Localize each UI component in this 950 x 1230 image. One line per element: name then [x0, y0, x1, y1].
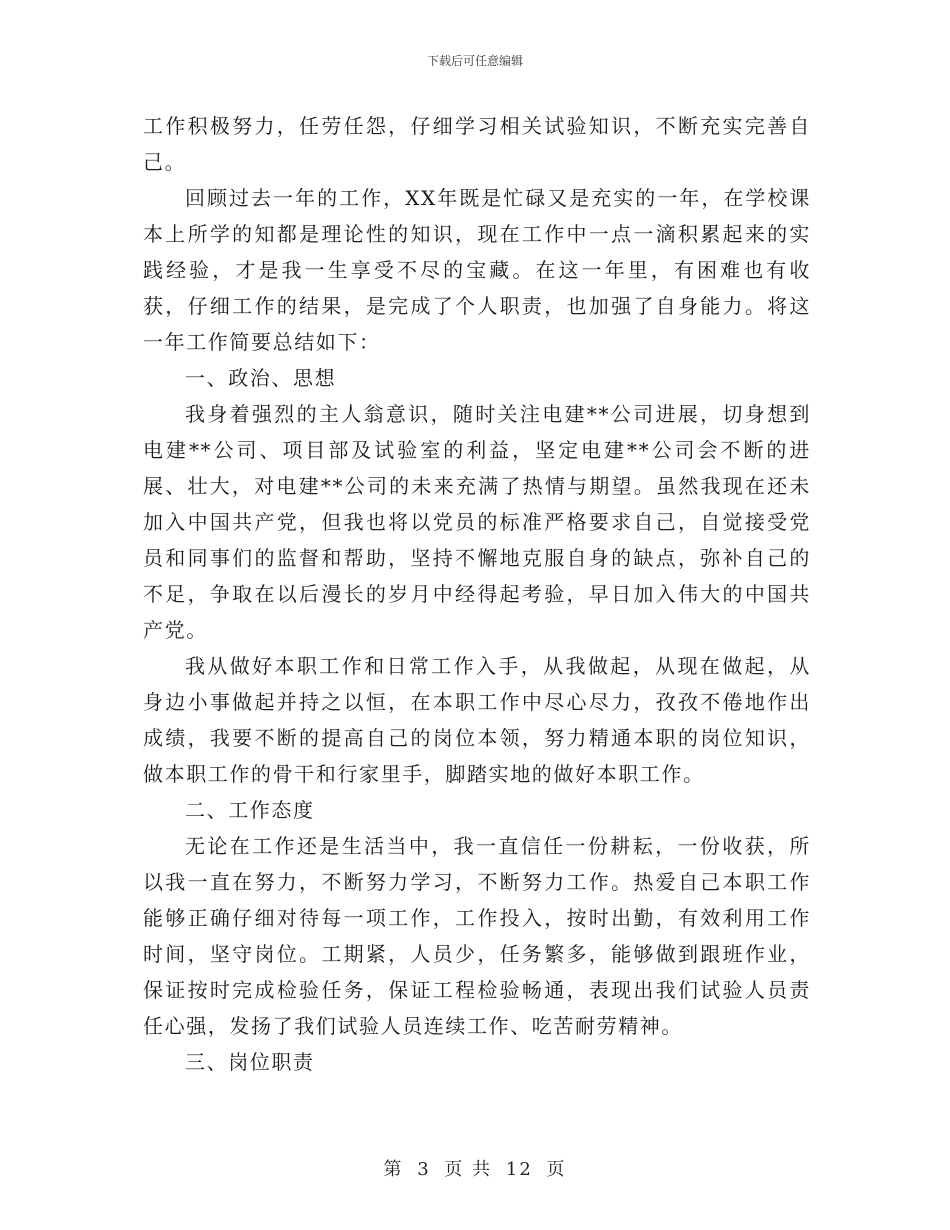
paragraph-5: 无论在工作还是生活当中，我一直信任一份耕耘，一份收获，所以我一直在努力，不断努力学习，不断努力工作。热爱自己本职工作能够正确仔细对待每一项工作，工作投入，按时出勤，有效利用工作时间，坚守岗位。工期紧，人员少，任务繁多，能够做到跟班作业，保证按时完成检验任务，保证工程检验畅通，表现出我们试验人员责任心强，发扬了我们试验人员连续工作、吃苦耐劳精神。: [143, 834, 811, 1038]
paragraph-2: 回顾过去一年的工作，XX年既是忙碌又是充实的一年，在学校课本上所学的知都是理论性的知识，现在工作中一点一滴积累起来的实践经验，才是我一生享受不尽的宝藏。在这一年里，有困难也有收获，仔细工作的结果，是完成了个人职责，也加强了自身能力。将这一年工作简要总结如下：: [143, 186, 811, 354]
page-header: 下载后可任意编辑: [426, 54, 523, 68]
footer-middle: 页 共: [444, 1159, 493, 1180]
page-footer: [0, 1155, 950, 1181]
document-body: [143, 108, 811, 1080]
paragraph-4: 我从做好本职工作和日常工作入手，从我做起，从现在做起，从身边小事做起并持之以恒，在本职工作中尽心尽力，孜孜不倦地作出成绩，我要不断的提高自己的岗位本领，努力精通本职的岗位知识，做本职工作的骨干和行家里手，脚踏实地的做好本职工作。: [143, 654, 811, 786]
footer-suffix: 页: [546, 1159, 567, 1180]
section-heading-attitude: 二、工作态度: [185, 798, 315, 822]
footer-page-number: 3: [417, 1159, 431, 1180]
section-heading-politics: 一、政治、思想: [185, 366, 337, 390]
footer-prefix: 第: [383, 1159, 404, 1180]
footer-total-pages: 12: [505, 1159, 533, 1180]
paragraph-3: 我身着强烈的主人翁意识，随时关注电建**公司进展，切身想到电建**公司、项目部及试验室的利益，坚定电建**公司会不断的进展、壮大，对电建**公司的未来充满了热情与期望。虽然我现在还未加入中国共产党，但我也将以党员的标准严格要求自己，自觉接受党员和同事们的监督和帮助，坚持不懈地克服自身的缺点，弥补自己的不足，争取在以后漫长的岁月中经得起考验，早日加入伟大的中国共产党。: [143, 402, 811, 642]
section-heading-duties: 三、岗位职责: [185, 1050, 315, 1074]
paragraph-1: 工作积极努力，任劳任怨，仔细学习相关试验知识，不断充实完善自己。: [143, 114, 811, 174]
